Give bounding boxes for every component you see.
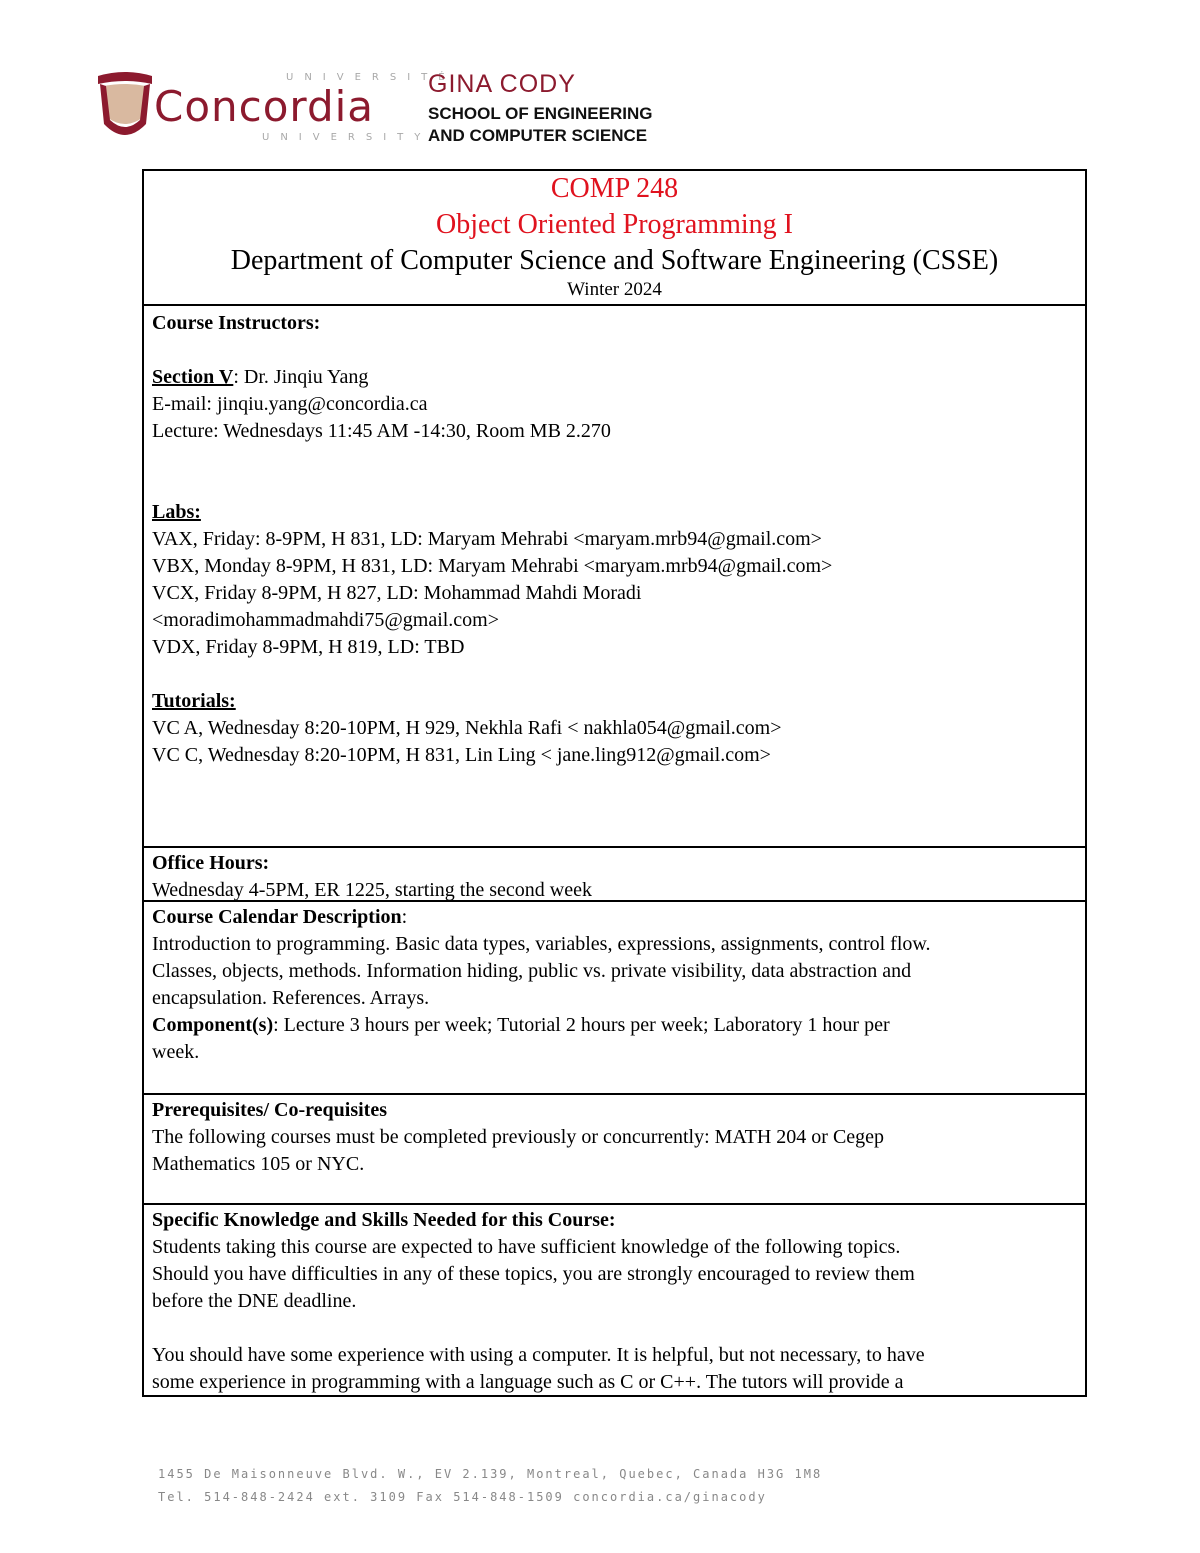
- course-code: COMP 248: [550, 173, 679, 204]
- prerequisites-heading: Prerequisites/ Co-requisites: [152, 1099, 387, 1121]
- school-subtitle-1: SCHOOL OF ENGINEERING: [428, 104, 653, 123]
- footer-address: 1455 De Maisonneuve Blvd. W., EV 2.139, Montreal, Quebec, Canada H3G 1M8: [158, 1467, 823, 1481]
- office-hours-heading: Office Hours:: [152, 852, 270, 874]
- department-name: Department of Computer Science and Software Engineering (CSSE): [230, 245, 999, 276]
- skills-line: some experience in programming with a language such as C or C++. The tutors will provide a: [152, 1371, 904, 1393]
- calendar-line: encapsulation. References. Arrays.: [152, 987, 430, 1009]
- lab-item: VCX, Friday 8-9PM, H 827, LD: Mohammad Mahdi Moradi: [152, 582, 642, 604]
- lab-item: <moradimohammadmahdi75@gmail.com>: [152, 609, 500, 631]
- instructors-heading: Course Instructors:: [152, 312, 321, 334]
- skills-heading: Specific Knowledge and Skills Needed for this Course:: [152, 1209, 616, 1231]
- labs-heading: Labs:: [152, 501, 201, 523]
- prerequisites-section: [142, 1093, 1087, 1205]
- tutorial-item: VC A, Wednesday 8:20-10PM, H 929, Nekhla Rafi < nakhla054@gmail.com>: [152, 717, 782, 739]
- lab-item: VBX, Monday 8-9PM, H 831, LD: Maryam Mehrabi <maryam.mrb94@gmail.com>: [152, 555, 833, 577]
- school-subtitle-2: AND COMPUTER SCIENCE: [428, 126, 648, 145]
- tutorials-heading: Tutorials:: [152, 690, 236, 712]
- section-instructor: : Dr. Jinqiu Yang: [233, 366, 369, 388]
- course-header: [142, 169, 1087, 306]
- calendar-description-section: [142, 900, 1087, 1095]
- calendar-heading: Course Calendar Description: [152, 906, 402, 928]
- calendar-heading-colon: :: [401, 906, 408, 928]
- skills-line: Should you have difficulties in any of these topics, you are strongly encouraged to review them: [152, 1263, 915, 1285]
- office-hours-section: [142, 846, 1087, 902]
- skills-line: before the DNE deadline.: [152, 1290, 357, 1312]
- instructor-email: E-mail: jinqiu.yang@concordia.ca: [152, 393, 428, 415]
- universite-text: UNIVERSITÉ: [286, 72, 456, 83]
- lecture-time: Lecture: Wednesdays 11:45 AM -14:30, Room MB 2.270: [152, 420, 611, 442]
- calendar-line: Classes, objects, methods. Information hiding, public vs. private visibility, data abstraction and: [152, 960, 912, 982]
- instructors-section: [142, 304, 1087, 848]
- calendar-line: Introduction to programming. Basic data types, variables, expressions, assignments, control flow.: [152, 933, 931, 955]
- school-title: GINA CODY: [428, 70, 576, 98]
- university-text: UNIVERSITY: [262, 132, 432, 143]
- skills-line: You should have some experience with using a computer. It is helpful, but not necessary, to have: [152, 1344, 925, 1366]
- lab-item: VDX, Friday 8-9PM, H 819, LD: TBD: [152, 636, 465, 658]
- concordia-shield-icon: [96, 70, 154, 148]
- component-text: : Lecture 3 hours per week; Tutorial 2 hours per week; Laboratory 1 hour per: [273, 1014, 890, 1036]
- lab-item: VAX, Friday: 8-9PM, H 831, LD: Maryam Mehrabi <maryam.mrb94@gmail.com>: [152, 528, 822, 550]
- prerequisites-line: Mathematics 105 or NYC.: [152, 1153, 365, 1175]
- concordia-logo: [96, 68, 696, 148]
- skills-line: Students taking this course are expected to have sufficient knowledge of the following topics.: [152, 1236, 901, 1258]
- section-label: Section V: [152, 366, 234, 388]
- skills-section: [142, 1203, 1087, 1397]
- footer-contact: Tel. 514-848-2424 ext. 3109 Fax 514-848-1509 concordia.ca/ginacody: [158, 1490, 767, 1504]
- concordia-wordmark: Concordia: [154, 82, 375, 131]
- course-term: Winter 2024: [567, 279, 662, 300]
- prerequisites-line: The following courses must be completed previously or concurrently: MATH 204 or Cegep: [152, 1126, 885, 1148]
- office-hours-text: Wednesday 4-5PM, ER 1225, starting the second week: [152, 879, 592, 901]
- course-title: Object Oriented Programming I: [436, 209, 793, 240]
- component-label: Component(s): [152, 1014, 274, 1036]
- component-text-cont: week.: [152, 1041, 200, 1063]
- section-line: [152, 364, 1077, 391]
- tutorial-item: VC C, Wednesday 8:20-10PM, H 831, Lin Ling < jane.ling912@gmail.com>: [152, 744, 771, 766]
